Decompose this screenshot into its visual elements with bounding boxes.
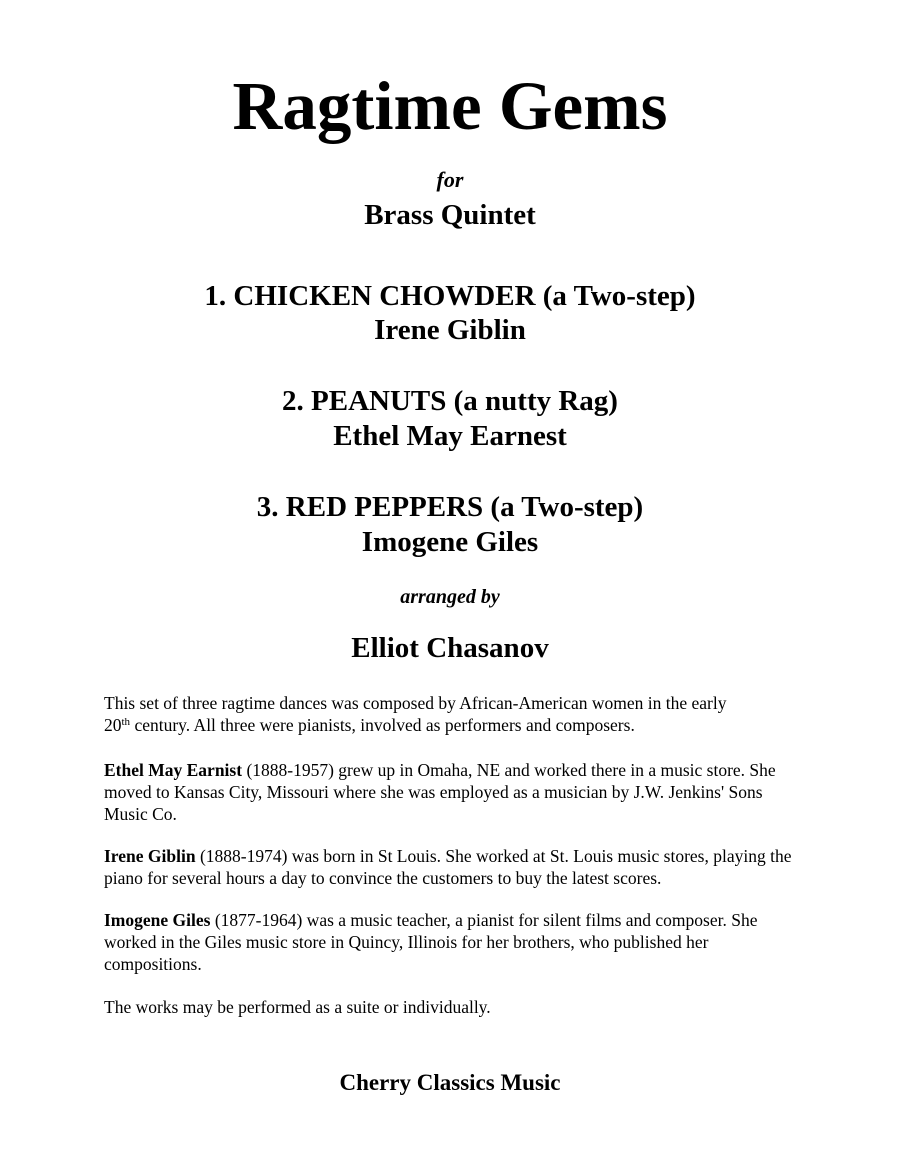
- bio-name: Ethel May Earnist: [104, 760, 243, 780]
- bio-name: Irene Giblin: [104, 846, 196, 866]
- bio-text: (1888-1957) grew up in Omaha, NE and worked there in a music store. She moved to Kansas City, Missouri where she was employed as a musician by J.W. Jenkins' Sons Music Co.: [104, 760, 776, 824]
- bio-paragraph-giles: [104, 909, 804, 975]
- piece-2-title: 2. PEANUTS (a nutty Rag): [282, 385, 618, 417]
- page-title: Ragtime Gems: [232, 68, 668, 144]
- intro-paragraph: [104, 692, 804, 736]
- intro-line-2-number: 20: [104, 715, 122, 735]
- piece-1-title: 1. CHICKEN CHOWDER (a Two-step): [204, 280, 696, 312]
- piece-3-composer: Imogene Giles: [361, 526, 539, 558]
- bio-text: (1877-1964) was a music teacher, a pianist for silent films and composer. She worked in the Giles music store in Quincy, Illinois for her brothers, who published her compositions.: [104, 910, 758, 974]
- piece-3-title: 3. RED PEPPERS (a Two-step): [256, 491, 644, 523]
- arranged-by-label: arranged by: [400, 586, 500, 608]
- bio-paragraph-earnist: [104, 759, 804, 825]
- bio-name: Imogene Giles: [104, 910, 211, 930]
- bio-text: (1888-1974) was born in St Louis. She worked at St. Louis music stores, playing the piano for several hours a day to convince the customers to buy the latest scores.: [104, 846, 792, 888]
- ensemble-name: Brass Quintet: [364, 199, 536, 231]
- bio-paragraph-giblin: [104, 845, 804, 889]
- intro-line-2-rest: century. All three were pianists, involved as performers and composers.: [130, 715, 635, 735]
- arranger-name: Elliot Chasanov: [351, 632, 549, 664]
- performance-note: The works may be performed as a suite or individually.: [104, 997, 491, 1017]
- intro-line-1: This set of three ragtime dances was composed by African-American women in the early: [104, 693, 727, 713]
- intro-line-2-superscript: th: [121, 716, 131, 728]
- publisher-name: Cherry Classics Music: [339, 1070, 561, 1095]
- for-label: for: [436, 167, 464, 192]
- piece-2-composer: Ethel May Earnest: [333, 420, 567, 452]
- piece-1-composer: Irene Giblin: [374, 314, 526, 346]
